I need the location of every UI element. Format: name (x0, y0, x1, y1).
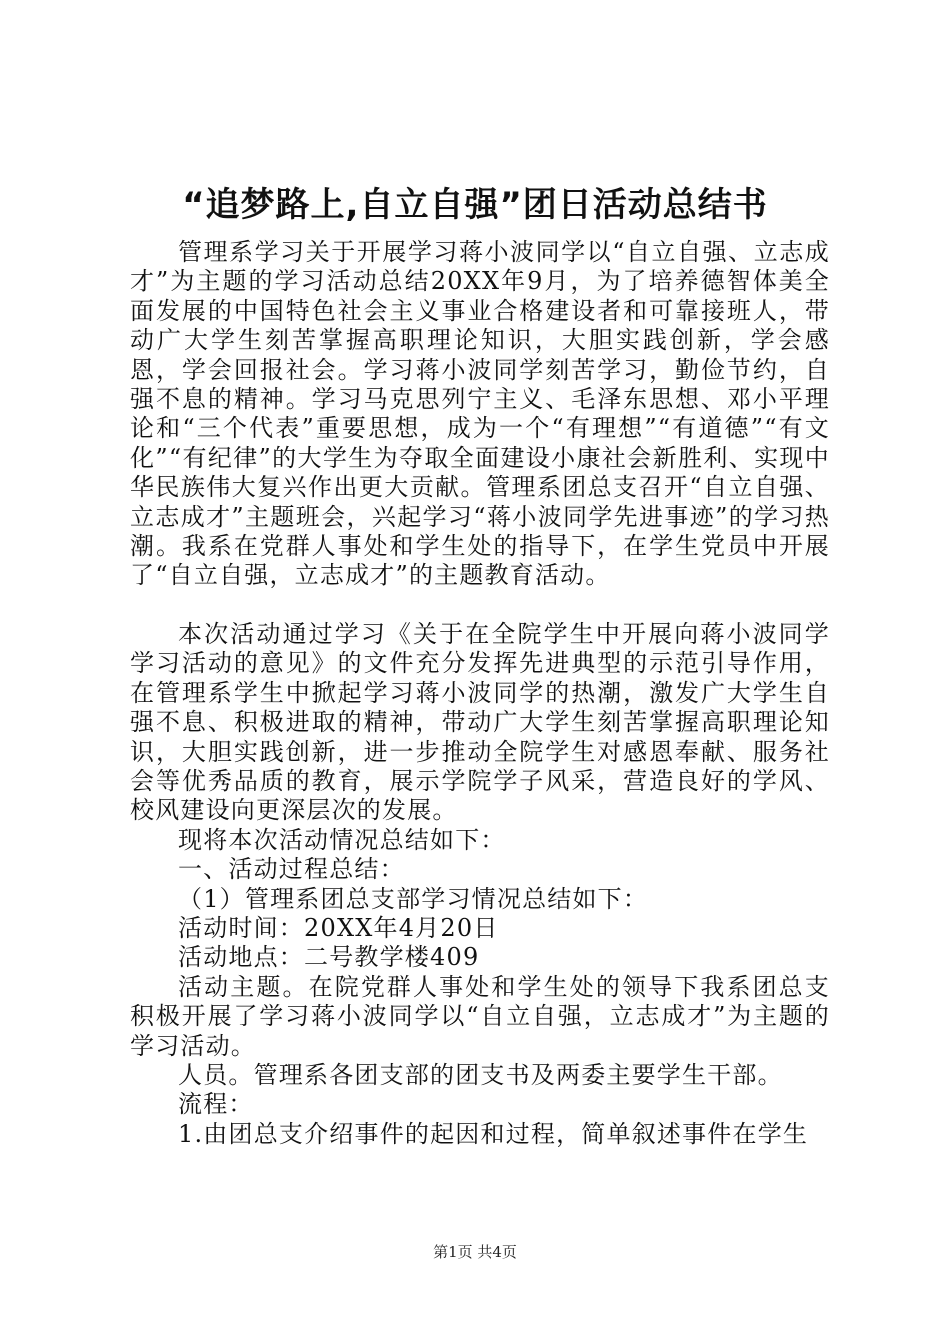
subsection-heading: （1）管理系团总支部学习情况总结如下： (178, 884, 649, 913)
paragraph-purpose: 本次活动通过学习《关于在全院学生中开展向蒋小波同学学习活动的意见》的文件充分发挥先进典型的示范引导作用，在管理系学生中掀起学习蒋小波同学的热潮，激发广大学生自强不息、积极进取的精神，带动广大学生刻苦掌握高职理论知识，大胆实践创新，进一步推动全院学生对感恩奉献、服务社会等优秀品质的教育，展示学院学子风采，营造良好的学风、校风建设向更深层次的发展。 (130, 619, 830, 825)
page-number-footer: 第1页 共4页 (433, 1243, 517, 1261)
document-body (130, 238, 830, 1149)
activity-time: 活动时间：20XX年4月20日 (178, 913, 499, 942)
activity-participants: 人员。管理系各团支部的团支书及两委主要学生干部。 (178, 1060, 783, 1089)
paragraph-summary-lead: 现将本次活动情况总结如下： (178, 825, 506, 854)
paragraph-intro: 管理系学习关于开展学习蒋小波同学以“自立自强、立志成才”为主题的学习活动总结20XX年9月，为了培养德智体美全面发展的中国特色社会主义事业合格建设者和可靠接班人，带动广大学生刻苦掌握高职理论知识，大胆实践创新，学会感恩，学会回报社会。学习蒋小波同学刻苦学习，勤俭节约，自强不息的精神。学习马克思列宁主义、毛泽东思想、邓小平理论和“三个代表”重要思想，成为一个“有理想”“有道德”“有文化”“有纪律”的大学生为夺取全面建设小康社会新胜利、实现中华民族伟大复兴作出更大贡献。管理系团总支召开“自立自强、立志成才”主题班会，兴起学习“蒋小波同学先进事迹”的学习热潮。我系在党群人事处和学生处的指导下，在学生党员中开展了“自立自强，立志成才”的主题教育活动。 (130, 238, 830, 590)
activity-flow-step-1: 1.由团总支介绍事件的起因和过程，简单叙述事件在学生 (178, 1119, 809, 1148)
activity-location: 活动地点：二号教学楼409 (178, 943, 480, 972)
paragraph-gap (130, 591, 830, 620)
document-title: “追梦路上,自立自强”团日活动总结书 (182, 185, 768, 225)
activity-theme: 活动主题。在院党群人事处和学生处的领导下我系团总支积极开展了学习蒋小波同学以“自立自强，立志成才”为主题的学习活动。 (130, 972, 830, 1060)
activity-flow-label: 流程： (178, 1090, 254, 1119)
section-heading-process: 一、活动过程总结： (178, 855, 405, 884)
